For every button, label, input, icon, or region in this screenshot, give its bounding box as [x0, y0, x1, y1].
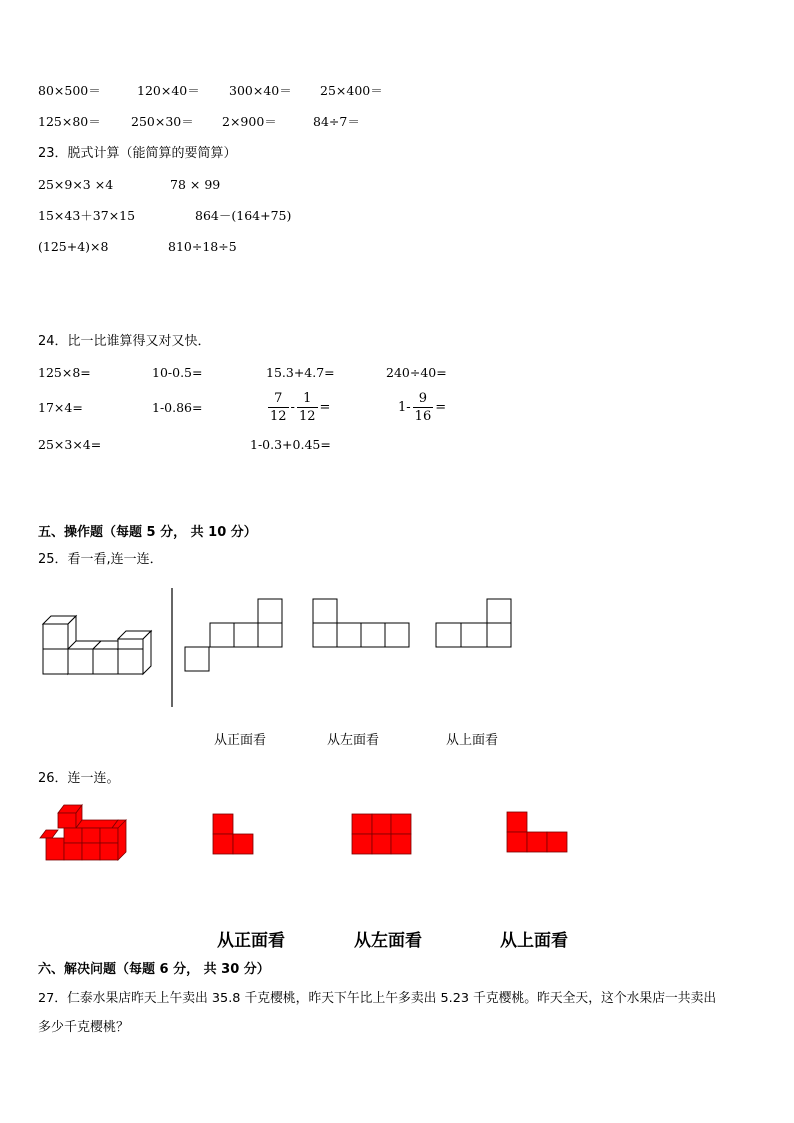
q22-expr-8: 84÷7＝	[313, 114, 360, 129]
fraction	[268, 390, 289, 425]
q23-item-2: 78 × 99	[170, 177, 221, 192]
numerator: 1	[303, 391, 312, 406]
view-shape-3	[436, 599, 511, 647]
section6-title: 六、解决问题（每题 6 分， 共 30 分）	[38, 962, 270, 977]
q26-figure	[40, 800, 580, 870]
q26-title: 26．连一连。	[38, 771, 120, 786]
q24-title: 24．比一比谁算得又对又快．	[38, 334, 211, 349]
q23-item-6: 810÷18÷5	[168, 239, 237, 254]
section5-title: 五、操作题（每题 5 分， 共 10 分）	[38, 525, 257, 540]
q24-expr-5: 17×4=	[38, 400, 83, 415]
equals-sign: =	[319, 400, 331, 415]
q24-expr-2: 10-0.5=	[152, 365, 203, 380]
q25-title: 25．看一看,连一连．	[38, 552, 163, 567]
q22-expr-1: 80×500＝	[38, 83, 101, 98]
q24-fraction-expr-2	[398, 390, 446, 425]
denominator: 16	[414, 409, 432, 424]
view-shape-2	[313, 599, 409, 647]
fraction	[297, 390, 318, 425]
red-cube-solid	[40, 805, 126, 860]
fraction	[413, 390, 434, 425]
q22-expr-6: 250×30＝	[131, 114, 194, 129]
prefix: 1-	[398, 400, 411, 415]
q26-label-top: 从上面看	[500, 931, 568, 951]
q22-expr-2: 120×40＝	[137, 83, 200, 98]
cube-solid-drawing	[43, 616, 151, 674]
q24-expr-3: 15.3+4.7=	[266, 365, 335, 380]
q22-expr-3: 300×40＝	[229, 83, 292, 98]
numerator: 9	[418, 391, 428, 406]
equals-sign: =	[435, 400, 447, 415]
q25-label-top: 从上面看	[446, 733, 499, 748]
q26-label-front: 从正面看	[217, 931, 285, 951]
q24-expr-8: 1-0.3+0.45=	[250, 437, 331, 452]
q23-title: 23．脱式计算（能简算的要简算）	[38, 146, 237, 161]
q22-expr-7: 2×900＝	[222, 114, 277, 129]
red-view-3	[507, 812, 567, 852]
q25-label-front: 从正面看	[214, 733, 267, 748]
q23-item-4: 864－(164+75)	[195, 208, 292, 223]
minus-sign: -	[290, 400, 295, 415]
q23-item-5: (125+4)×8	[38, 239, 109, 254]
q24-expr-4: 240÷40=	[386, 365, 447, 380]
q24-expr-6: 1-0.86=	[152, 400, 203, 415]
q24-expr-1: 125×8=	[38, 365, 91, 380]
q24-expr-7: 25×3×4=	[38, 437, 102, 452]
denominator: 12	[298, 409, 316, 424]
q25-figure	[38, 585, 558, 715]
q22-expr-5: 125×80＝	[38, 114, 101, 129]
q26-label-left: 从左面看	[354, 931, 422, 951]
denominator: 12	[270, 409, 287, 424]
red-view-2	[352, 814, 411, 854]
q23-item-1: 25×9×3 ×4	[38, 177, 114, 192]
q27-text-line1: 27．仁泰水果店昨天上午卖出 35.8 千克樱桃，昨天下午比上午多卖出 5.23 千克樱桃。昨天全天，这个水果店一共卖出	[38, 991, 717, 1006]
q27-text-line2: 多少千克樱桃？	[38, 1020, 130, 1035]
q22-expr-4: 25×400＝	[320, 83, 383, 98]
red-view-1	[213, 814, 253, 854]
q25-label-left: 从左面看	[327, 733, 380, 748]
view-shape-1	[185, 599, 282, 671]
q23-item-3: 15×43＋37×15	[38, 208, 136, 223]
numerator: 7	[274, 391, 283, 406]
q24-fraction-expr-1	[266, 390, 330, 425]
